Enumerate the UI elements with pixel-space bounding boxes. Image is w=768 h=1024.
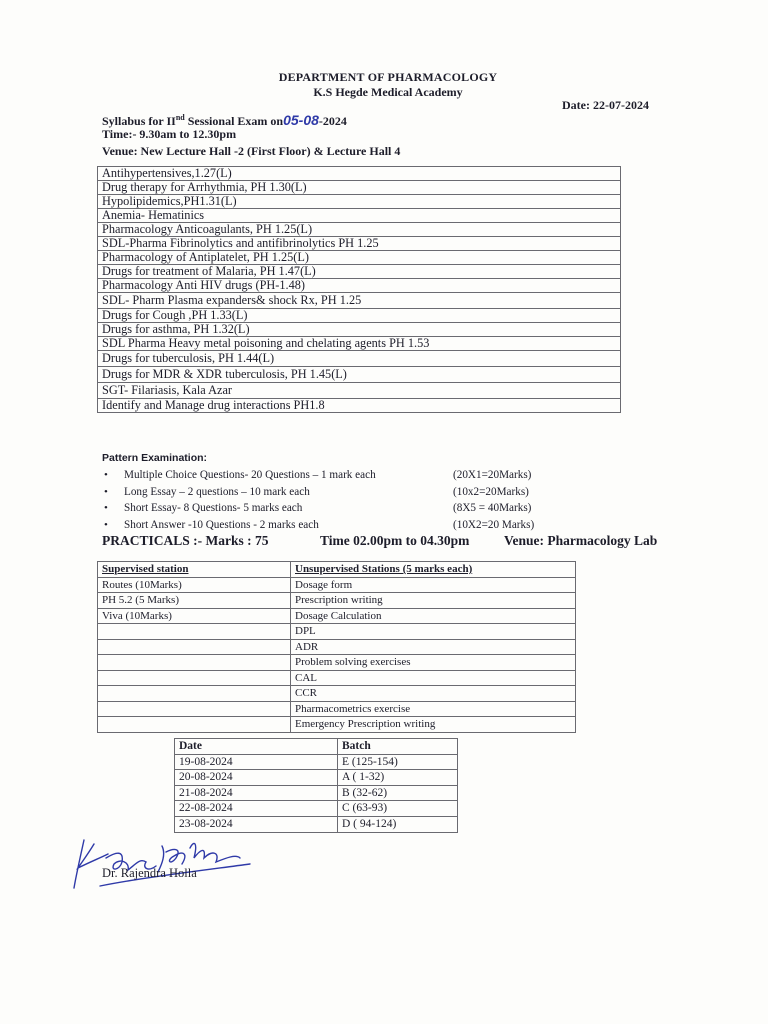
- batch-row: [175, 770, 458, 786]
- batch-schedule-table: [174, 738, 458, 833]
- topic-row: [98, 279, 621, 293]
- topic-cell: Identify and Manage drug interactions PH1.8: [98, 399, 621, 413]
- supervised-station-cell: Routes (10Marks): [98, 577, 291, 593]
- pattern-item: [104, 500, 564, 517]
- supervised-station-cell: [98, 655, 291, 671]
- batch-header-row: [175, 739, 458, 755]
- pattern-item-text: Multiple Choice Questions- 20 Questions – 1 mark each: [124, 469, 376, 481]
- topic-row: [98, 251, 621, 265]
- station-row: [98, 655, 576, 671]
- topic-cell: SGT- Filariasis, Kala Azar: [98, 383, 621, 399]
- supervised-station-cell: [98, 624, 291, 640]
- pattern-item-marks: (10x2=20Marks): [453, 485, 529, 498]
- topic-cell: Drugs for treatment of Malaria, PH 1.47(L): [98, 265, 621, 279]
- topic-row: [98, 209, 621, 223]
- station-row: [98, 717, 576, 733]
- department-title: DEPARTMENT OF PHARMACOLOGY: [278, 70, 498, 84]
- topic-row: [98, 223, 621, 237]
- academy-name: K.S Hegde Medical Academy: [313, 85, 463, 99]
- batch-row: [175, 785, 458, 801]
- station-row: [98, 670, 576, 686]
- supervised-station-cell: [98, 686, 291, 702]
- supervised-station-cell: [98, 670, 291, 686]
- signatory-name: Dr. Rajendra Holla: [102, 866, 197, 880]
- topic-row: [98, 309, 621, 323]
- topic-row: [98, 167, 621, 181]
- pattern-item-text: Short Answer -10 Questions - 2 marks each: [124, 518, 319, 531]
- topic-cell: Pharmacology Anticoagulants, PH 1.25(L): [98, 223, 621, 237]
- unsupervised-station-cell: Emergency Prescription writing: [291, 717, 576, 733]
- pattern-item-marks: (20X1=20Marks): [453, 469, 532, 481]
- topic-cell: Drugs for tuberculosis, PH 1.44(L): [98, 351, 621, 367]
- batch-batch-cell: A ( 1-32): [338, 770, 458, 786]
- topic-row: [98, 399, 621, 413]
- topic-row: [98, 237, 621, 251]
- topic-cell: Drugs for Cough ,PH 1.33(L): [98, 309, 621, 323]
- unsupervised-station-cell: Dosage form: [291, 577, 576, 593]
- station-row: [98, 639, 576, 655]
- batch-date-cell: 20-08-2024: [175, 770, 338, 786]
- syllabus-year: -2024: [318, 114, 347, 128]
- topics-table: [97, 166, 621, 413]
- exam-venue: Venue: New Lecture Hall -2 (First Floor) & Lecture Hall 4: [102, 144, 401, 158]
- topic-cell: Hypolipidemics,PH1.31(L): [98, 195, 621, 209]
- issue-date: Date: 22-07-2024: [562, 98, 649, 112]
- station-row: [98, 593, 576, 609]
- pattern-item-marks: (8X5 = 40Marks): [453, 502, 532, 514]
- pattern-item-text: Short Essay- 8 Questions- 5 marks each: [124, 502, 303, 514]
- unsupervised-station-cell: Problem solving exercises: [291, 655, 576, 671]
- practicals-label: PRACTICALS :- Marks : 75: [102, 533, 269, 548]
- unsupervised-station-cell: Dosage Calculation: [291, 608, 576, 624]
- topic-cell: Pharmacology Anti HIV drugs (PH-1.48): [98, 279, 621, 293]
- header-batch: Batch: [338, 739, 458, 755]
- pattern-title: Pattern Examination:: [102, 452, 208, 464]
- supervised-station-cell: PH 5.2 (5 Marks): [98, 593, 291, 609]
- batch-row: [175, 754, 458, 770]
- topic-cell: SDL-Pharma Fibrinolytics and antifibrinolytics PH 1.25: [98, 237, 621, 251]
- station-row: [98, 577, 576, 593]
- topic-cell: Pharmacology of Antiplatelet, PH 1.25(L): [98, 251, 621, 265]
- topic-row: [98, 351, 621, 367]
- station-row: [98, 701, 576, 717]
- station-row: [98, 686, 576, 702]
- pattern-list: [104, 467, 564, 533]
- pattern-item-marks: (10X2=20 Marks): [453, 518, 535, 531]
- topic-row: [98, 265, 621, 279]
- topic-cell: Drugs for MDR & XDR tuberculosis, PH 1.45(L): [98, 367, 621, 383]
- batch-batch-cell: C (63-93): [338, 801, 458, 817]
- pattern-item: [104, 484, 564, 501]
- batch-date-cell: 22-08-2024: [175, 801, 338, 817]
- topic-row: [98, 195, 621, 209]
- unsupervised-station-cell: CCR: [291, 686, 576, 702]
- topic-row: [98, 367, 621, 383]
- batch-batch-cell: E (125-154): [338, 754, 458, 770]
- signature-scribble: [70, 828, 260, 898]
- supervised-station-cell: [98, 639, 291, 655]
- header-supervised: Supervised station: [98, 562, 291, 578]
- batch-batch-cell: B (32-62): [338, 785, 458, 801]
- ordinal-suffix: nd: [175, 113, 185, 122]
- topic-row: [98, 383, 621, 399]
- topic-cell: Drugs for asthma, PH 1.32(L): [98, 323, 621, 337]
- supervised-station-cell: [98, 717, 291, 733]
- batch-date-cell: 19-08-2024: [175, 754, 338, 770]
- topic-cell: SDL Pharma Heavy metal poisoning and chelating agents PH 1.53: [98, 337, 621, 351]
- unsupervised-station-cell: CAL: [291, 670, 576, 686]
- pattern-item-text: Long Essay – 2 questions – 10 mark each: [124, 485, 310, 498]
- batch-row: [175, 801, 458, 817]
- topic-row: [98, 293, 621, 309]
- topic-cell: Drug therapy for Arrhythmia, PH 1.30(L): [98, 181, 621, 195]
- unsupervised-station-cell: Pharmacometrics exercise: [291, 701, 576, 717]
- exam-time: Time:- 9.30am to 12.30pm: [102, 127, 237, 141]
- syllabus-prefix: Syllabus for II: [102, 114, 176, 128]
- batch-date-cell: 21-08-2024: [175, 785, 338, 801]
- practicals-venue: Venue: Pharmacology Lab: [504, 533, 658, 548]
- batch-date-cell: 23-08-2024: [175, 816, 338, 832]
- batch-batch-cell: D ( 94-124): [338, 816, 458, 832]
- station-row: [98, 608, 576, 624]
- syllabus-mid: Sessional Exam on: [184, 114, 284, 128]
- unsupervised-station-cell: DPL: [291, 624, 576, 640]
- unsupervised-station-cell: Prescription writing: [291, 593, 576, 609]
- supervised-station-cell: Viva (10Marks): [98, 608, 291, 624]
- topic-row: [98, 181, 621, 195]
- station-row: [98, 624, 576, 640]
- topic-cell: Anemia- Hematinics: [98, 209, 621, 223]
- pattern-item: [104, 467, 564, 484]
- header-date: Date: [175, 739, 338, 755]
- stations-table: [97, 561, 576, 733]
- topic-cell: Antihypertensives,1.27(L): [98, 167, 621, 181]
- pattern-item: [104, 517, 564, 534]
- handwritten-exam-date: 05-08: [283, 112, 319, 128]
- supervised-station-cell: [98, 701, 291, 717]
- topic-row: [98, 337, 621, 351]
- stations-header-row: [98, 562, 576, 578]
- unsupervised-station-cell: ADR: [291, 639, 576, 655]
- header-unsupervised: Unsupervised Stations (5 marks each): [291, 562, 576, 578]
- topic-cell: SDL- Pharm Plasma expanders& shock Rx, PH 1.25: [98, 293, 621, 309]
- topic-row: [98, 323, 621, 337]
- practicals-time: Time 02.00pm to 04.30pm: [320, 533, 470, 548]
